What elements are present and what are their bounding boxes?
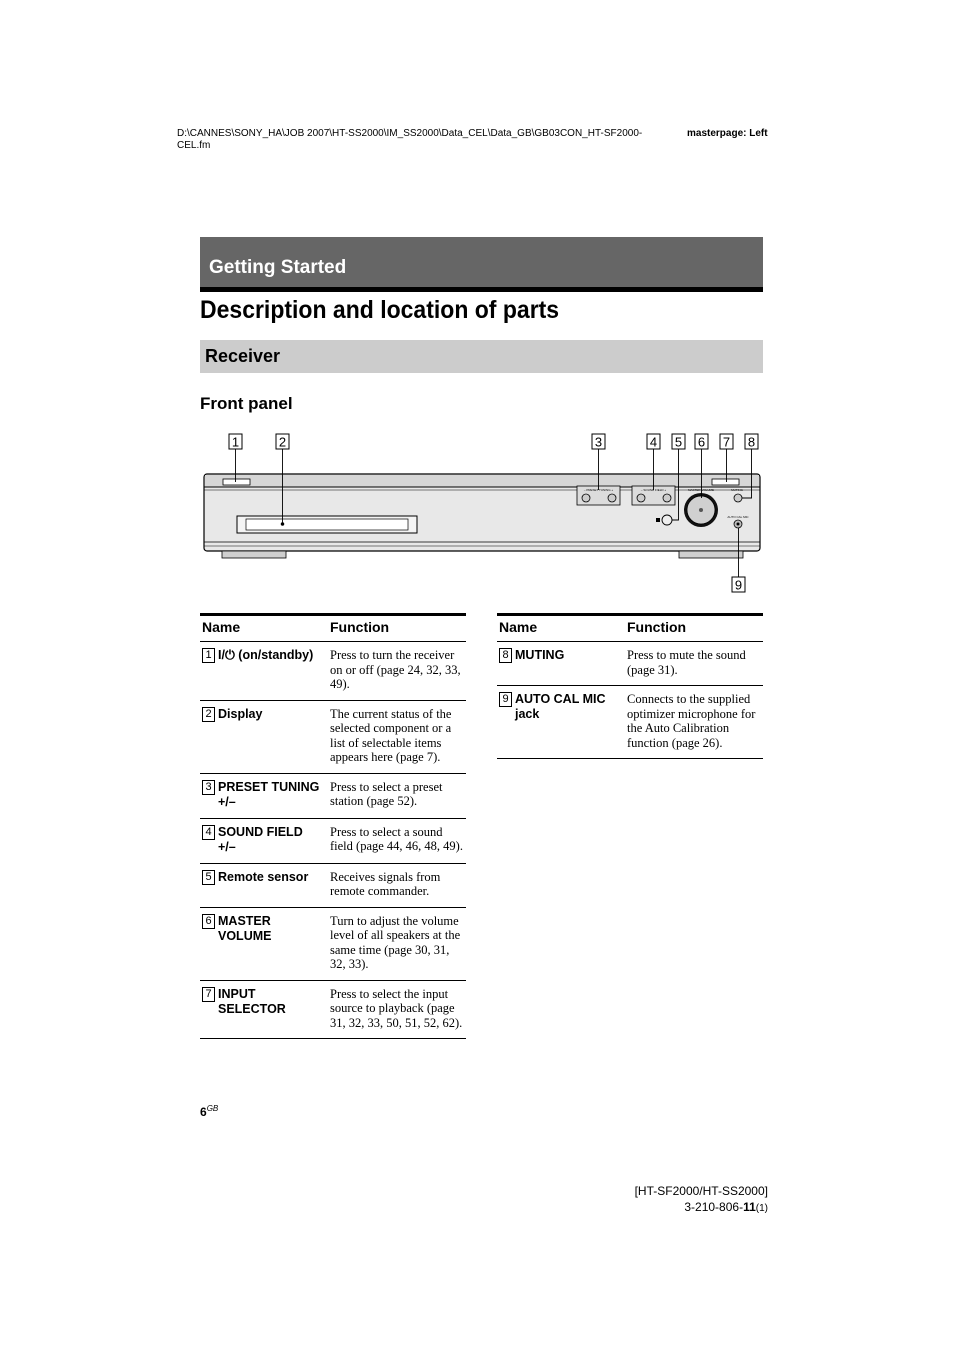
- item-function: Turn to adjust the volume level of all speakers at the same time (page 30, 31, 32, 33).: [328, 907, 466, 980]
- column-header-function: Function: [328, 615, 466, 642]
- item-name: MUTING: [515, 648, 565, 662]
- masterpage-label: masterpage: Left: [687, 128, 768, 139]
- item-name: AUTO CAL MIC jack: [515, 692, 606, 721]
- preset-tuning-label: – PRESET TUNING +: [583, 488, 614, 492]
- page-title: Description and location of parts: [200, 296, 560, 324]
- item-function: Press to turn the receiver on or off (page 24, 32, 33, 49).: [328, 642, 466, 701]
- document-code: 3-210-806-11(1): [684, 1200, 768, 1214]
- item-function: Receives signals from remote commander.: [328, 863, 466, 907]
- table-row: [200, 907, 466, 980]
- receiver-front-panel-figure: [195, 428, 770, 598]
- item-number: 1: [202, 648, 215, 663]
- callout-3: 3: [594, 434, 603, 450]
- item-name: Remote sensor: [218, 869, 309, 884]
- auto-cal-mic-label: AUTO CAL MIC: [727, 515, 749, 519]
- subsection-title: Receiver: [205, 346, 281, 366]
- parts-table-right: [497, 613, 763, 759]
- item-number: 4: [202, 825, 215, 840]
- section-title: Getting Started: [209, 257, 347, 278]
- callout-4: 4: [649, 434, 658, 450]
- item-name: PRESET TUNING +/–: [218, 779, 320, 809]
- column-header-name: Name: [200, 615, 328, 642]
- callout-5: 5: [674, 434, 683, 450]
- callout-7: 7: [722, 434, 731, 450]
- item-number: 6: [202, 914, 215, 929]
- table-row: [200, 700, 466, 773]
- item-number: 9: [499, 692, 512, 707]
- table-row: [200, 642, 466, 701]
- item-function: Press to select a preset station (page 52).: [328, 773, 466, 818]
- table-row: [200, 863, 466, 907]
- callout-2: 2: [278, 434, 287, 450]
- file-path-header: D:\CANNES\SONY_HA\JOB 2007\HT-SS2000\IM_SS2000\Data_CEL\Data_GB\GB03CON_HT-SF2000-CEL.fm: [177, 128, 643, 151]
- column-header-name: Name: [497, 615, 625, 642]
- table-row: [200, 818, 466, 863]
- item-number: 8: [499, 648, 512, 663]
- model-footer: [560, 1183, 768, 1217]
- callout-6: 6: [697, 434, 706, 450]
- section-banner: [200, 237, 763, 287]
- item-function: The current status of the selected component or a list of selectable items appears here (page 7).: [328, 700, 466, 773]
- item-name: I/⏻ (on/standby): [218, 648, 314, 662]
- item-name: MASTER VOLUME: [218, 913, 272, 943]
- item-function: Press to select a sound field (page 44, 46, 48, 49).: [328, 818, 466, 863]
- item-number: 3: [202, 780, 215, 795]
- item-function: Press to mute the sound (page 31).: [625, 642, 763, 686]
- table-row: [497, 686, 763, 759]
- item-number: 5: [202, 870, 215, 885]
- item-name: INPUT SELECTOR: [218, 986, 286, 1016]
- callout-8: 8: [747, 434, 756, 450]
- item-function: Connects to the supplied optimizer microphone for the Auto Calibration function (page 26).: [625, 686, 763, 759]
- subsection-banner: [200, 340, 763, 373]
- model-number: [HT-SF2000/HT-SS2000]: [634, 1184, 768, 1198]
- item-name: Display: [218, 706, 263, 721]
- front-panel-heading: Front panel: [200, 394, 293, 413]
- master-volume-label: MASTER VOLUME: [687, 488, 715, 492]
- table-row: [200, 773, 466, 818]
- muting-label: MUTING: [731, 488, 743, 492]
- callout-1: 1: [231, 434, 240, 450]
- page-number: $6^{GB}$: [200, 1104, 219, 1119]
- item-number: 7: [202, 987, 215, 1002]
- page-suffix: GB: [206, 1104, 219, 1113]
- item-number: 2: [202, 707, 215, 722]
- table-row: [497, 642, 763, 686]
- column-header-function: Function: [625, 615, 763, 642]
- table-row: [200, 980, 466, 1039]
- item-function: Press to select the input source to playback (page 31, 32, 33, 50, 51, 52, 62).: [328, 980, 466, 1039]
- callout-9: 9: [734, 577, 743, 593]
- parts-table-left: [200, 613, 466, 1039]
- section-rule: [200, 287, 763, 292]
- sound-field-label: – SOUND FIELD +: [640, 488, 667, 492]
- item-name: SOUND FIELD +/–: [218, 824, 303, 854]
- receiver-body: [204, 474, 760, 558]
